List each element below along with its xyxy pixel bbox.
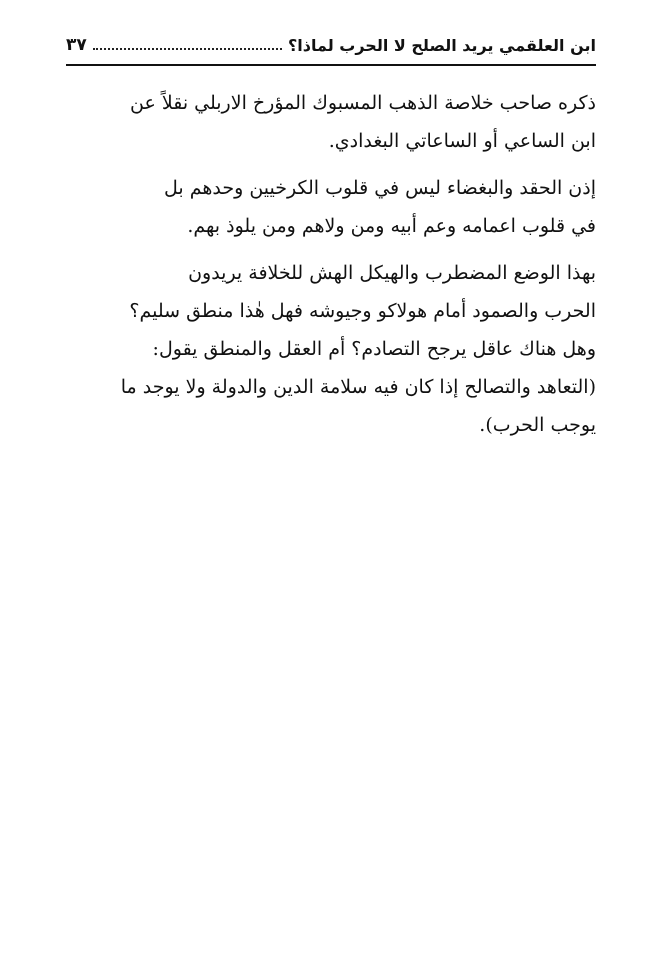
page-number: ٣٧ <box>66 35 87 55</box>
text-line: (التعاهد والتصالح إذا كان فيه سلامة الدين والدولة ولا يوجد ما <box>120 376 596 398</box>
text-line: وهل هناك عاقل يرجح التصادم؟ أم العقل والمنطق يقول: <box>152 338 596 360</box>
dotted-leader <box>93 48 282 50</box>
paragraph-2 <box>66 169 596 245</box>
body-text <box>66 84 596 444</box>
text-line: ابن الساعي أو الساعاتي البغدادي. <box>328 130 596 152</box>
running-header-title: ابن العلقمي يريد الصلح لا الحرب لماذا؟ <box>287 35 596 55</box>
header-rule <box>66 64 596 66</box>
text-line: يوجب الحرب). <box>479 414 596 436</box>
paragraph-1 <box>66 84 596 160</box>
text-line: الحرب والصمود أمام هولاكو وجيوشه فهل هٰذا منطق سليم؟ <box>129 300 596 322</box>
text-line: ذكره صاحب خلاصة الذهب المسبوك المؤرخ الاربلي نقلاً عن <box>130 92 596 114</box>
running-header <box>66 30 596 60</box>
text-line: في قلوب اعمامه وعم أبيه ومن ولاهم ومن يلوذ بهم. <box>187 215 596 237</box>
paragraph-3 <box>66 254 596 444</box>
text-line: بهذا الوضع المضطرب والهيكل الهش للخلافة يريدون <box>188 262 596 284</box>
text-line: إذن الحقد والبغضاء ليس في قلوب الكرخيين وحدهم بل <box>164 177 596 199</box>
